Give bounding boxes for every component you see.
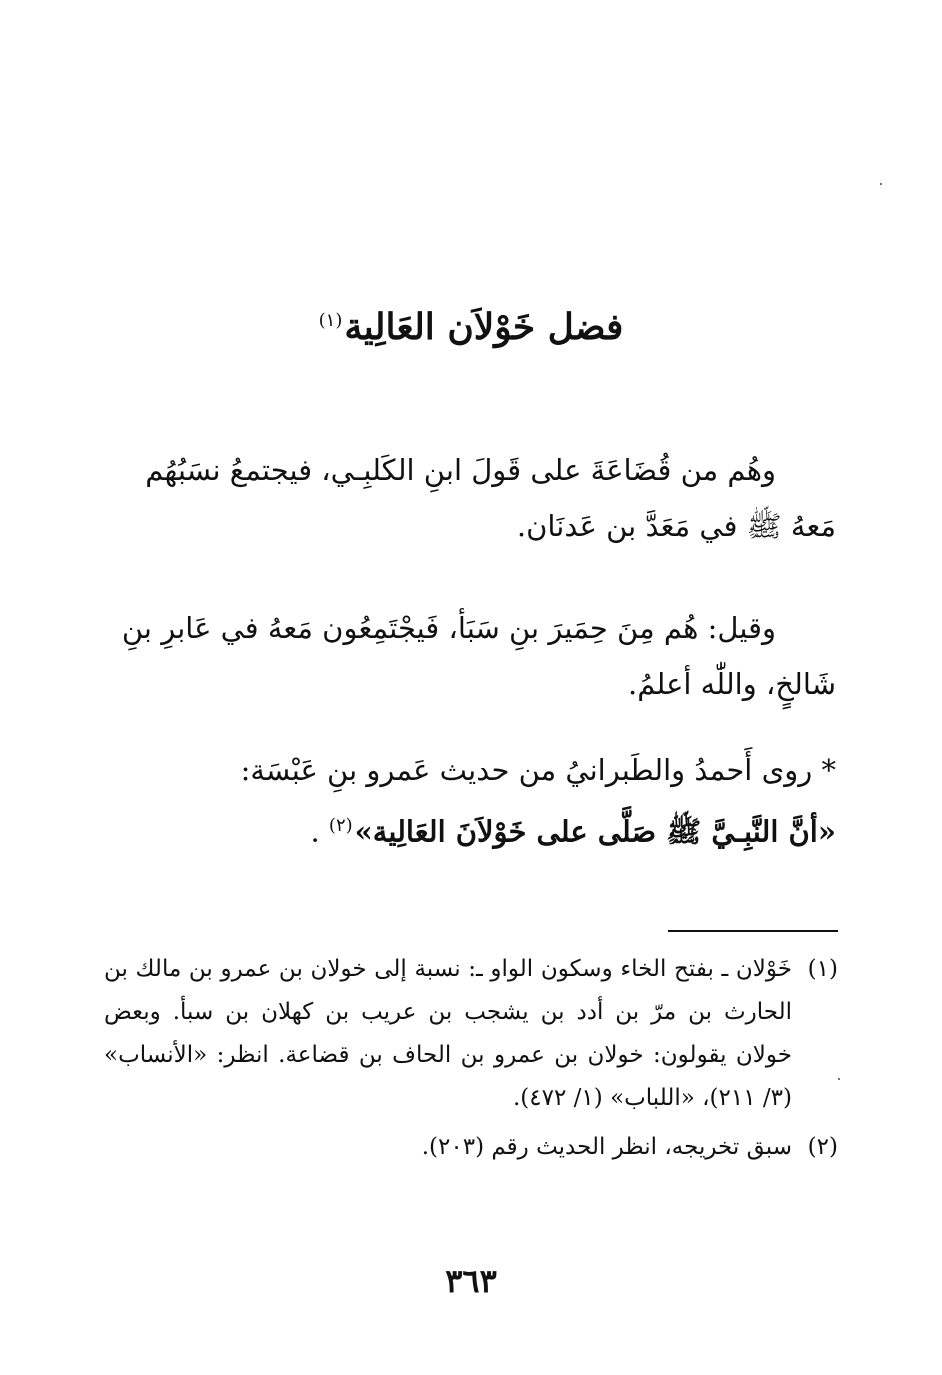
scan-speck [880,183,882,185]
footnote-divider [668,930,838,932]
paragraph-1-line-2: مَعهُ ﷺ في مَعَدَّ بن عَدنَان. [516,509,836,543]
footnotes [104,948,838,1169]
scan-speck [838,1078,840,1080]
hadith-end-period: . [310,814,320,849]
footnote-1-text: خَوْلان ـ بفتح الخاء وسكون الواو ـ: نسبة إلى خولان بن عمرو بن مالك بن الحارث بن مرّ بن أدد بن يشجب بن عريب بن كهلان بن سبأ. وبعض خولان يقولون: خولان بن عمرو بن الحاف بن قضاعة. انظر: «الأنساب» (٣/ ٢١١)، «اللباب» (١/ ٤٧٢). [104,956,792,1111]
paragraph-3 [136,742,836,860]
footnote-2-text: سبق تخريجه، انظر الحديث رقم (٢٠٣). [421,1134,792,1160]
footnote-1-number: (١) [807,956,838,982]
chapter-footnote-ref: (١) [318,310,343,332]
paragraph-2-line-2: شَالخٍ، واللّٰه أعلمُ. [627,667,836,701]
footnote-1 [104,948,838,1120]
paragraph-3-line-2 [136,798,836,860]
footnote-2-number: (٢) [807,1134,838,1160]
paragraph-2-line-1: وقيل: هُم مِنَ حِمَيرَ بنِ سَبَأ، فَيجْتَمِعُون مَعهُ في عَابرِ بنِ [121,611,776,645]
paragraph-3-line-1: * روى أَحمدُ والطَبرانيُ من حديث عَمرو بنِ عَبْسَة: [240,753,836,787]
hadith-footnote-ref: (٢) [328,815,353,836]
paragraph-1 [136,442,836,554]
paragraph-2 [121,600,836,712]
footnote-2 [104,1126,838,1169]
hadith-quote: «أنَّ النَّبِـيَّ ﷺ صَلَّى على خَوْلاَنَ العَالِية» [354,814,836,849]
chapter-title [0,306,942,348]
paragraph-1-line-1: وهُم من قُضَاعَةَ على قَولَ ابنِ الكَلبِـي، فيجتمعُ نسَبُهُم [145,453,776,487]
page-number: ٣٦٣ [445,1262,497,1300]
chapter-title-text: فضل خَوْلاَن العَالِية [344,306,624,349]
